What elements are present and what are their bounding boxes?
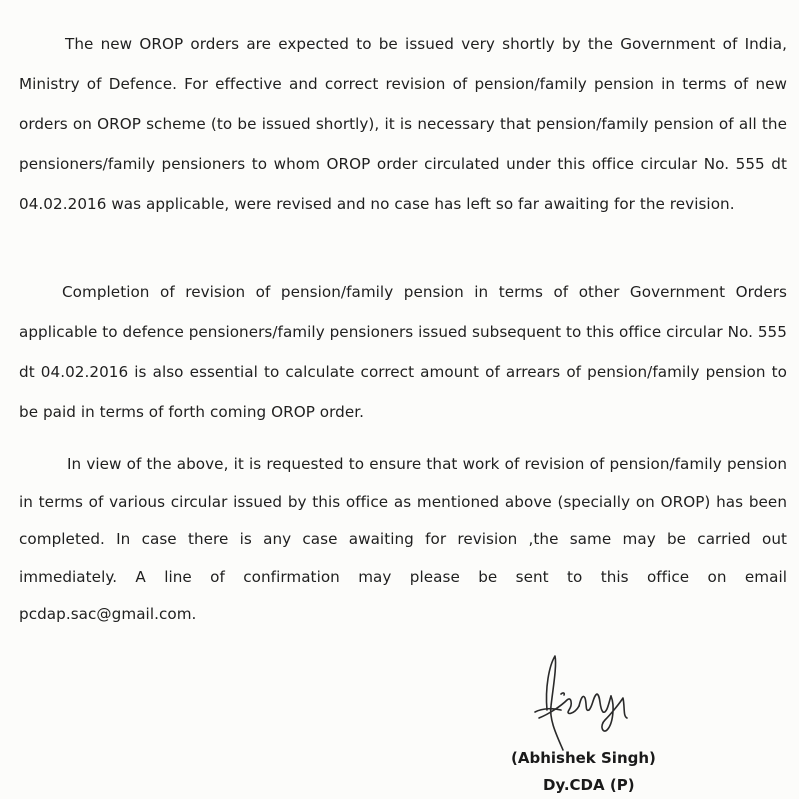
signatory-name: (Abhishek Singh)	[511, 749, 656, 767]
paragraph-orop-orders: The new OROP orders are expected to be issued very shortly by the Government of India, Ministry of Defence. For effective and correct revision of pension/family pension in terms of new orders on OROP scheme (to be issued shortly), it is necessary that pension/family pension of all the pensioners/family pensioners to whom OROP order circulated under this office circular No. 555 dt 04.02.2016 was applicable, were revised and no case has left so far awaiting for the revision.	[19, 35, 787, 213]
paragraph-revision-completion: Completion of revision of pension/family pension in terms of other Government Orders applicable to defence pensioners/family pensioners issued subsequent to this office circular No. 555 dt 04.02.2016 is also essential to calculate correct amount of arrears of pension/family pension to be paid in terms of forth coming OROP order.	[19, 283, 787, 421]
signatory-designation: Dy.CDA (P)	[543, 776, 635, 794]
handwritten-signature	[527, 648, 637, 753]
paragraph-request-confirmation: In view of the above, it is requested to ensure that work of revision of pension/family pension in terms of various circular issued by this office as mentioned above (specially on OROP) has been completed. In case there is any case awaiting for revision ,the same may be carried out immediately. A line of confirmation may please be sent to this office on email pcdap.sac@gmail.com.	[19, 455, 787, 623]
